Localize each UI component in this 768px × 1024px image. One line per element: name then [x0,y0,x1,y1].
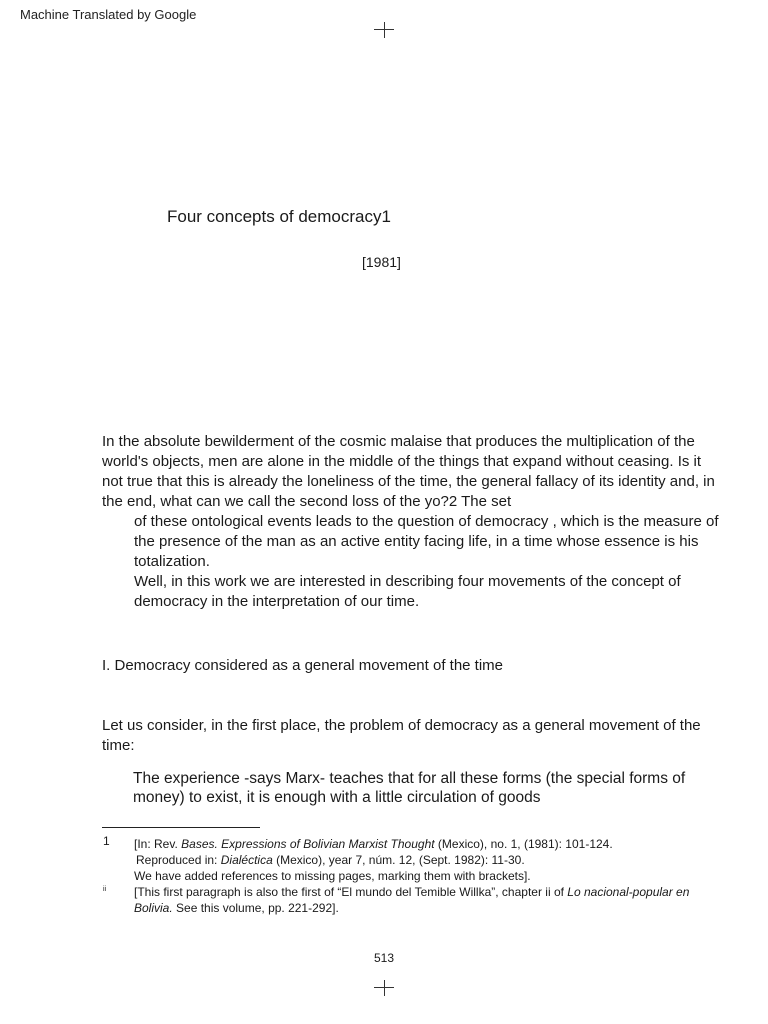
opening-paragraphs [102,432,722,612]
footnote-1-note: We have added references to missing pages, marking them with brackets]. [134,869,531,883]
footnote-1 [134,836,694,884]
section-heading: I. Democracy considered as a general movement of the time [102,657,504,674]
document-title: Four concepts of democracy1 [167,207,391,226]
footnote-2-book: Lo nacional-popular en Bolivia. [134,885,690,915]
footnote-2-marker: ii [103,886,107,893]
crop-mark-bottom [374,980,394,996]
footnote-1-reproduced: Reproduced in: Dialéctica (Mexico), year 7, núm. 12, (Sept. 1982): 11-30. [136,853,525,867]
footnote-1-marker: 1 [103,834,110,848]
footnote-1-journal: Bases. Expressions of Bolivian Marxist Thought [181,837,435,851]
paragraph-2: of these ontological events leads to the question of democracy , which is the measure of the presence of the man as an active entity facing life, in a time whose essence is his totalization. [134,513,719,570]
footnote-2: [This first paragraph is also the first of “El mundo del Temible Willka”, chapter ii of Lo nacional-popular en Bolivia. See this volume, pp. 221-292]. [134,885,690,915]
section-intro: Let us consider, in the first place, the problem of democracy as a general movement of the time: [102,717,701,754]
paragraph-1: In the absolute bewilderment of the cosmic malaise that produces the multiplication of the world's objects, men are alone in the middle of the things that expand without ceasing. Is it not true that this is already the loneliness of the time, the general fallacy of its identity and, in the end, what can we call the second loss of the yo?2 The set [102,433,715,510]
document-year: [1981] [362,254,401,270]
machine-translation-label: Machine Translated by Google [20,7,197,22]
paragraph-3: Well, in this work we are interested in describing four movements of the concept of democracy in the interpretation of our time. [134,573,681,610]
footnote-1-citation: [In: Rev. Bases. Expressions of Bolivian Marxist Thought (Mexico), no. 1, (1981): 101-124. [134,837,613,851]
page-number: 513 [374,951,395,965]
block-quote: The experience -says Marx- teaches that for all these forms (the special forms of money) to exist, it is enough with a little circulation of goods [133,770,686,806]
footnote-divider [102,827,260,828]
crop-mark-top [374,22,394,38]
